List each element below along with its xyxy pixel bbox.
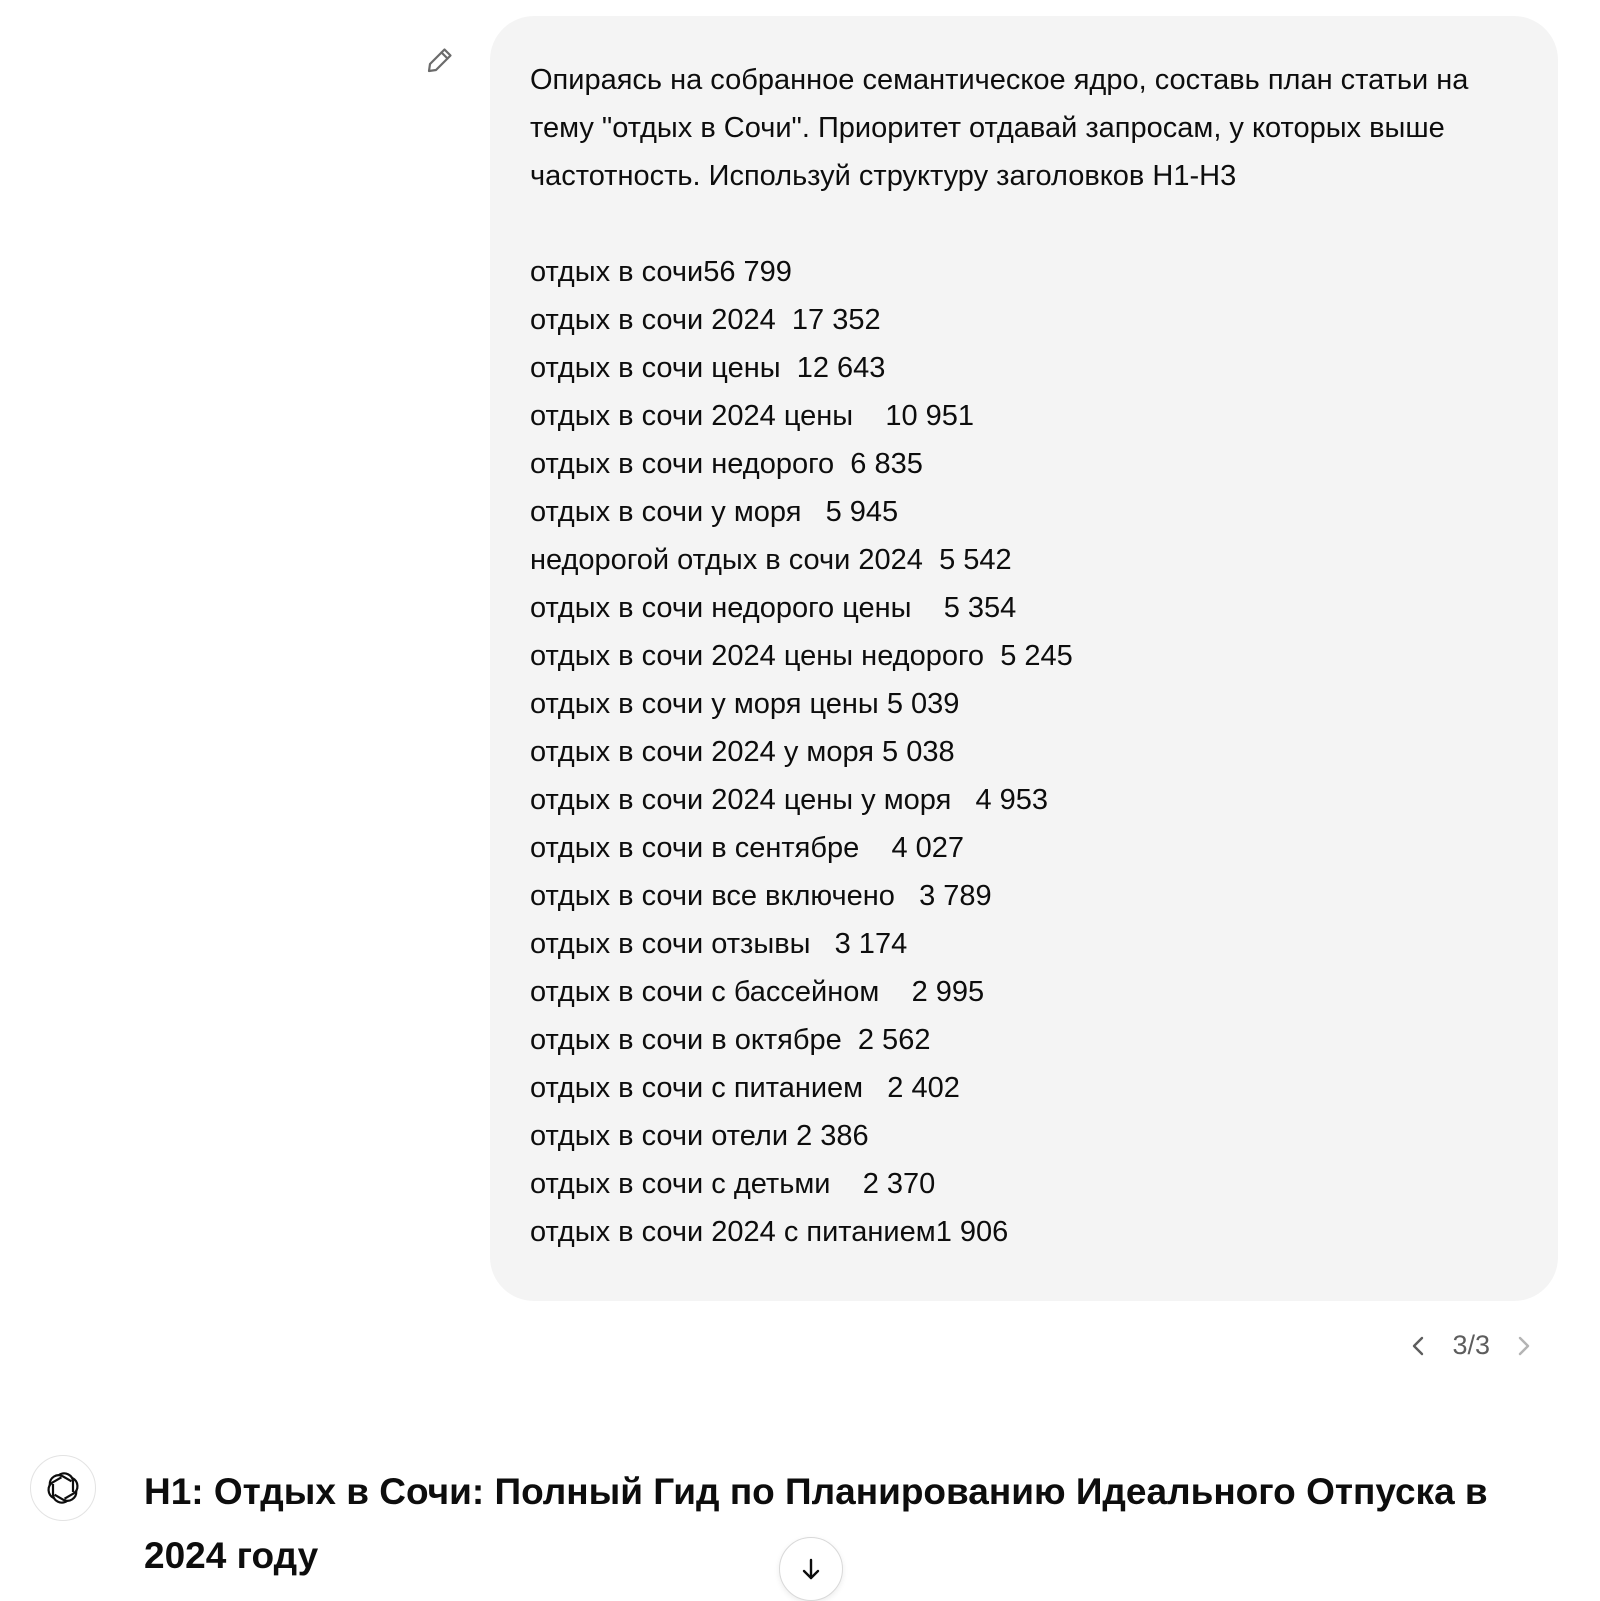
keyword-query: отдых в сочи 2024 с питанием — [530, 1216, 936, 1248]
response-pager — [1404, 1330, 1538, 1361]
keyword-frequency: 5 039 — [886, 688, 960, 720]
keyword-query: отдых в сочи в сентябре — [530, 832, 860, 864]
pencil-icon — [424, 44, 456, 76]
keyword-frequency: 4 027 — [891, 832, 965, 864]
keyword-query: отдых в сочи 2024 у моря — [530, 736, 874, 768]
next-response-button[interactable] — [1508, 1331, 1538, 1361]
keyword-list — [530, 248, 1518, 1256]
keyword-row — [530, 776, 1518, 824]
keyword-gap — [912, 592, 944, 624]
keyword-frequency: 2 386 — [796, 1120, 869, 1152]
keyword-query: отдых в сочи 2024 — [530, 304, 776, 336]
keyword-gap — [830, 1168, 862, 1200]
keyword-query: отдых в сочи 2024 цены — [530, 400, 854, 432]
keyword-row — [530, 824, 1518, 872]
assistant-heading: H1: Отдых в Сочи: Полный Гид по Планированию Идеального Отпуска в 2024 году — [144, 1471, 1488, 1576]
keyword-frequency: 2 370 — [862, 1168, 936, 1200]
keyword-frequency: 10 951 — [885, 400, 975, 432]
keyword-gap — [776, 304, 792, 336]
keyword-gap — [853, 400, 885, 432]
keyword-gap — [863, 1072, 887, 1104]
keyword-gap — [810, 928, 834, 960]
keyword-gap — [895, 880, 919, 912]
openai-logo-icon — [43, 1468, 83, 1508]
keyword-gap — [879, 688, 887, 720]
keyword-row — [530, 1112, 1518, 1160]
keyword-gap — [842, 1024, 858, 1056]
keyword-frequency: 1 906 — [935, 1216, 1009, 1248]
keyword-gap — [951, 784, 975, 816]
edit-message-button[interactable] — [424, 44, 456, 76]
keyword-row — [530, 1016, 1518, 1064]
keyword-row — [530, 1064, 1518, 1112]
keyword-frequency: 3 174 — [834, 928, 908, 960]
assistant-avatar — [30, 1455, 96, 1521]
keyword-row — [530, 488, 1518, 536]
keyword-frequency: 4 953 — [975, 784, 1049, 816]
keyword-query: отдых в сочи у моря цены — [530, 688, 879, 720]
keyword-row — [530, 872, 1518, 920]
keyword-query: отдых в сочи отзывы — [530, 928, 811, 960]
keyword-query: отдых в сочи с бассейном — [530, 976, 880, 1008]
keyword-query: отдых в сочи недорого — [530, 448, 835, 480]
chevron-right-icon — [1508, 1331, 1538, 1361]
keyword-frequency: 56 799 — [703, 256, 792, 288]
keyword-frequency: 5 245 — [1000, 640, 1073, 672]
keyword-query: отдых в сочи в октябре — [530, 1024, 842, 1056]
keyword-row — [530, 728, 1518, 776]
arrow-down-icon — [796, 1554, 826, 1584]
keyword-row — [530, 920, 1518, 968]
keyword-gap — [788, 1120, 796, 1152]
keyword-frequency: 12 643 — [796, 352, 886, 384]
keyword-frequency: 5 038 — [882, 736, 955, 768]
user-prompt-text: Опираясь на собранное семантическое ядро, составь план статьи на тему "отдых в Сочи". Приоритет отдавай запросам, у которых выше частотность. Используй структуру заголовков H1-H3 — [530, 64, 1477, 192]
keyword-gap — [874, 736, 882, 768]
keyword-gap — [859, 832, 891, 864]
keyword-query: отдых в сочи у моря — [530, 496, 802, 528]
keyword-frequency: 5 945 — [825, 496, 899, 528]
keyword-row — [530, 248, 1518, 296]
keyword-row — [530, 1160, 1518, 1208]
keyword-gap — [879, 976, 911, 1008]
user-message-bubble — [490, 16, 1558, 1301]
keyword-row — [530, 968, 1518, 1016]
keyword-query: отдых в сочи все включено — [530, 880, 895, 912]
keyword-gap — [984, 640, 1000, 672]
keyword-frequency: 3 789 — [919, 880, 992, 912]
keyword-query: отдых в сочи отели — [530, 1120, 789, 1152]
keyword-row — [530, 680, 1518, 728]
keyword-query: отдых в сочи — [530, 256, 704, 288]
keyword-row — [530, 632, 1518, 680]
keyword-frequency: 2 995 — [911, 976, 985, 1008]
keyword-query: отдых в сочи 2024 цены у моря — [530, 784, 952, 816]
keyword-row — [530, 536, 1518, 584]
chevron-left-icon — [1404, 1331, 1434, 1361]
keyword-row — [530, 344, 1518, 392]
keyword-row — [530, 1208, 1518, 1256]
keyword-gap — [923, 544, 939, 576]
keyword-frequency: 2 562 — [857, 1024, 931, 1056]
keyword-frequency: 17 352 — [791, 304, 881, 336]
keyword-query: недорогой отдых в сочи 2024 — [530, 544, 923, 576]
keyword-row — [530, 440, 1518, 488]
keyword-query: отдых в сочи цены — [530, 352, 781, 384]
keyword-query: отдых в сочи недорого цены — [530, 592, 912, 624]
keyword-row — [530, 296, 1518, 344]
previous-response-button[interactable] — [1404, 1331, 1434, 1361]
keyword-query: отдых в сочи с питанием — [530, 1072, 864, 1104]
keyword-frequency: 6 835 — [850, 448, 923, 480]
keyword-frequency: 5 354 — [943, 592, 1017, 624]
response-counter: 3/3 — [1452, 1330, 1490, 1360]
scroll-to-bottom-button[interactable] — [779, 1537, 843, 1601]
keyword-gap — [781, 352, 797, 384]
keyword-row — [530, 392, 1518, 440]
keyword-gap — [834, 448, 850, 480]
keyword-frequency: 5 542 — [939, 544, 1012, 576]
keyword-query: отдых в сочи с детьми — [530, 1168, 831, 1200]
keyword-gap — [801, 496, 825, 528]
keyword-frequency: 2 402 — [887, 1072, 960, 1104]
keyword-query: отдых в сочи 2024 цены недорого — [530, 640, 985, 672]
keyword-row — [530, 584, 1518, 632]
